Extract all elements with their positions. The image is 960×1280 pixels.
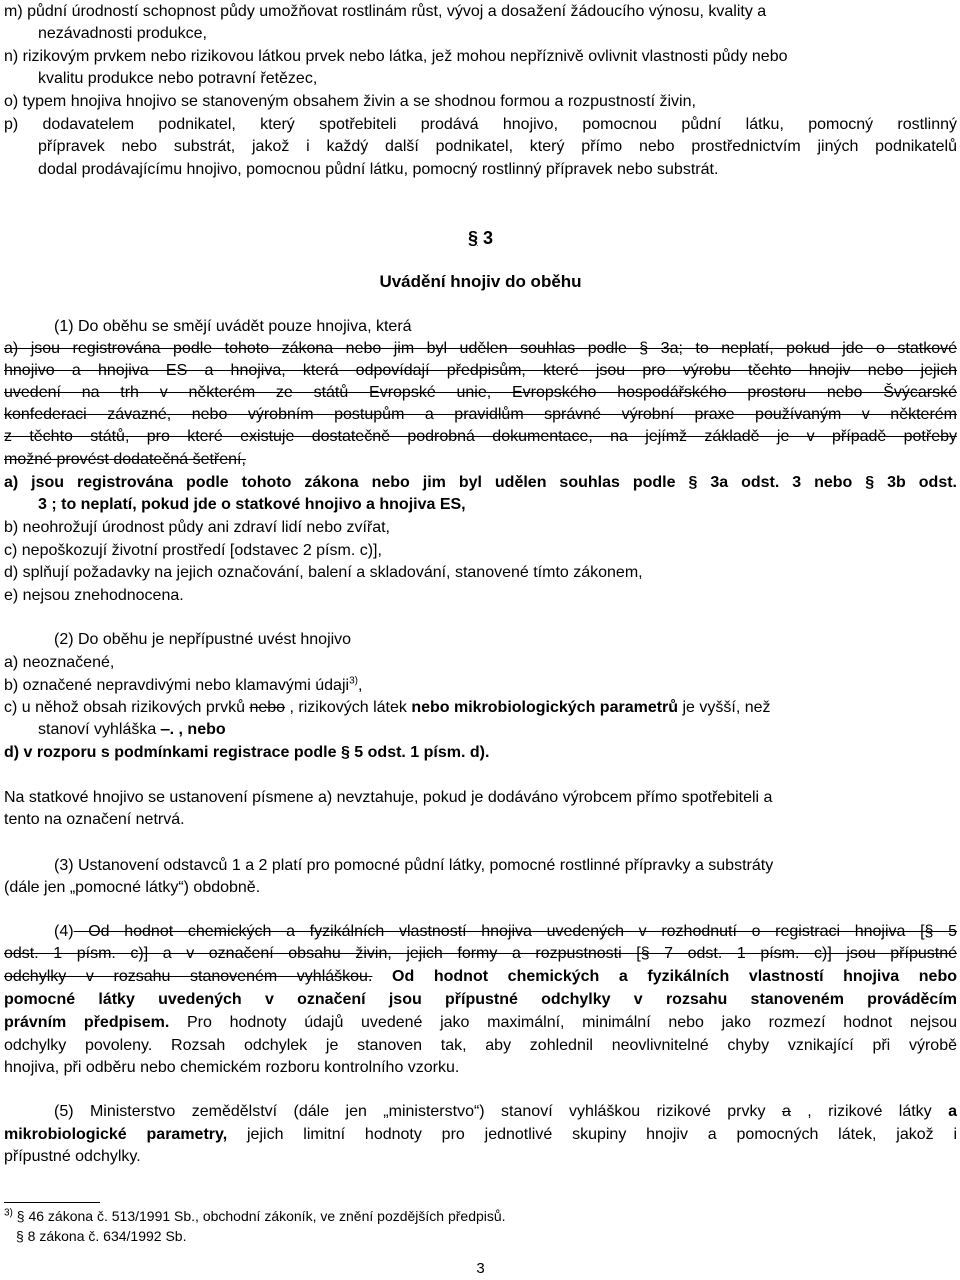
p5-line3: přípustné odchylky. — [4, 1148, 141, 1165]
footnote-mark: 3) — [4, 1207, 13, 1219]
page-number: 3 — [476, 1260, 485, 1277]
footnote-1 — [4, 1206, 506, 1226]
definition-m-line2: nezávadnosti produkce, — [38, 25, 207, 42]
p2-item-b-text: b) označené nepravdivými nebo klamavými údaji — [4, 677, 350, 694]
p2-item-c-line1 — [4, 698, 771, 718]
footnote-separator — [4, 1202, 100, 1203]
p4-struck-2: odst. 1 písm. c)] a v označení obsahu živin, jejich formy a rozpustnosti [§ 7 odst. 1 písm. c)] jsou přípustné — [4, 945, 957, 962]
definition-p-line2: přípravek nebo substrát, jakož i každý další podnikatel, který přímo nebo prostřednictvím jiných podnikatelů — [38, 138, 957, 155]
p4-text-5: Pro hodnoty údajů uvedené jako maximální, minimální nebo jako rozmezí hodnot nejsou — [169, 1014, 958, 1031]
section-number-value: 3 — [483, 228, 494, 248]
statkove-line1: Na statkové hnojivo se ustanovení písmene a) nevztahuje, pokud je dodáváno výrobcem přímo spotřebiteli a — [4, 789, 773, 806]
p1-struck-a-line5: z těchto států, pro které existuje dostatečně podrobná dokumentace, na jejímž základě je v případě potřeby — [4, 428, 957, 445]
p2-c-text3: je vyšší, než — [678, 699, 771, 716]
p2-c-text1: c) u něhož obsah rizikových prvků — [4, 699, 250, 716]
p5-bold-1: a — [948, 1103, 958, 1120]
p1-struck-a-line6: možné provést dodatečná šetření, — [4, 451, 246, 468]
p1-struck-a-line2: hnojivo a hnojiva ES a hnojiva, která odpovídají předpisům, které jsou pro výrobu těchto hnojiv nebo jejich — [4, 362, 957, 379]
p2-c2-text: stanoví vyhláška — [38, 721, 161, 738]
p1-new-a-line2: 3 ; to neplatí, pokud jde o statkové hnojivo a hnojiva ES, — [38, 496, 466, 513]
p1-intro: (1) Do oběhu se smějí uvádět pouze hnojiva, která — [54, 318, 412, 335]
p1-new-a-line1: a) jsou registrována podle tohoto zákona nebo jim byl udělen souhlas podle § 3a odst. 3 nebo § 3b odst. — [4, 474, 957, 491]
p4-line7: hnojiva, při odběru nebo chemickém rozboru kontrolního vzorku. — [4, 1059, 460, 1076]
p5-text-1a: (5) Ministerstvo zemědělství (dále jen „ministerstvo“) stanoví vyhláškou rizikové prvky — [54, 1103, 782, 1120]
p2-intro: (2) Do oběhu je nepřípustné uvést hnojivo — [54, 631, 352, 648]
section-number — [4, 228, 957, 248]
p3-line1: (3) Ustanovení odstavců 1 a 2 platí pro pomocné půdní látky, pomocné rostlinné přípravky a substráty — [54, 857, 774, 874]
p5-line1 — [54, 1102, 957, 1122]
p1-item-c: c) nepoškozují životní prostředí [odstavec 2 písm. c)], — [4, 542, 382, 559]
footnote-2: § 8 zákona č. 634/1992 Sb. — [16, 1228, 187, 1244]
p4-bold-3: Od hodnot chemických a fyzikálních vlastností hnojiva nebo — [372, 968, 957, 985]
p1-struck-a-line1: a) jsou registrována podle tohoto zákona nebo jim byl udělen souhlas podle § 3a; to neplatí, pokud jde o statkové — [4, 340, 957, 357]
p4-line6: odchylky povoleny. Rozsah odchylek je stanoven tak, aby zohlednil neovlivnitelné chyby vznikající při výrobě — [4, 1037, 957, 1054]
p2-c2-struck: – — [160, 721, 170, 738]
definition-p-line3: dodal prodávajícímu hnojivo, pomocnou půdní látku, pomocný rostlinný přípravek nebo substrát. — [38, 161, 719, 178]
p5-line2 — [4, 1125, 957, 1145]
section-sign: § — [467, 228, 478, 248]
footnote-1-text: § 46 zákona č. 513/1991 Sb., obchodní zákoník, ve znění pozdějších předpisů. — [16, 1208, 506, 1224]
p2-c-bold: nebo mikrobiologických parametrů — [411, 699, 679, 716]
p1-struck-a-line3: uvedení na trh v některém ze států Evropské unie, Evropského hospodářského prostoru nebo Švýcarské — [4, 384, 957, 401]
p2-item-b — [4, 676, 362, 696]
p5-bold-2: mikrobiologické parametry, — [4, 1126, 228, 1143]
footnote-ref: 3) — [349, 675, 358, 687]
definition-n-line1: n) rizikovým prvkem nebo rizikovou látkou prvek nebo látka, jež mohou nepříznivě ovlivnit vlastnosti půdy nebo — [4, 48, 788, 65]
definition-m-line1: m) půdní úrodností schopnost půdy umožňovat rostlinám růst, vývoj a dosažení žádoucího výnosu, kvality a — [4, 3, 767, 20]
p4-number: (4) — [54, 923, 74, 940]
p1-item-e: e) nejsou znehodnocena. — [4, 587, 184, 604]
p2-c2-bold: . , nebo — [169, 721, 226, 738]
p4-line1 — [54, 922, 957, 942]
p1-item-d: d) splňují požadavky na jejich označování, balení a skladování, stanovené tímto zákonem, — [4, 564, 643, 581]
p4-bold-4: pomocné látky uvedených v označení jsou přípustné odchylky v rozsahu stanoveném prováděcím — [4, 991, 957, 1008]
p4-struck-3: odchylky v rozsahu stanoveném vyhláškou. — [4, 968, 373, 985]
p4-line3 — [4, 967, 957, 987]
p2-item-b-end: , — [357, 677, 363, 694]
p2-item-d: d) v rozporu s podmínkami registrace podle § 5 odst. 1 písm. d). — [4, 744, 490, 761]
p3-line2: (dále jen „pomocné látky“) obdobně. — [4, 879, 261, 896]
p1-struck-a-line4: konfederaci závazné, nebo výrobním postupům a pravidlům správné výrobní praxe používaným v některém — [4, 406, 957, 423]
p5-text-1b: , rizikové látky — [790, 1103, 949, 1120]
p2-c-text2: , rizikových látek — [285, 699, 412, 716]
p5-struck: a — [781, 1103, 791, 1120]
p4-bold-5: právním předpisem. — [4, 1014, 170, 1031]
document-page — [4, 0, 957, 1280]
statkove-line2: tento na označení netrvá. — [4, 811, 185, 828]
definition-n-line2: kvalitu produkce nebo potravní řetězec, — [38, 70, 318, 87]
definition-p-line1: p) dodavatelem podnikatel, který spotřebiteli prodává hnojivo, pomocnou půdní látku, pomocný rostlinný — [4, 116, 957, 133]
p2-item-c-line2 — [38, 720, 226, 740]
definition-o-line1: o) typem hnojiva hnojivo se stanoveným obsahem živin a se shodnou formou a rozpustností živin, — [4, 93, 696, 110]
p4-struck-1: Od hodnot chemických a fyzikálních vlastností hnojiva uvedených v rozhodnutí o registraci hnojiva [§ 5 — [73, 923, 957, 940]
p5-text-2: jejich limitní hodnoty pro jednotlivé skupiny hnojiv a pomocných látek, jakož i — [227, 1126, 958, 1143]
p1-item-b: b) neohrožují úrodnost půdy ani zdraví lidí nebo zvířat, — [4, 519, 390, 536]
p4-line5 — [4, 1013, 957, 1033]
p2-item-a: a) neoznačené, — [4, 654, 115, 671]
section-title: Uvádění hnojiv do oběhu — [379, 272, 582, 291]
p2-c-struck: nebo — [249, 699, 286, 716]
